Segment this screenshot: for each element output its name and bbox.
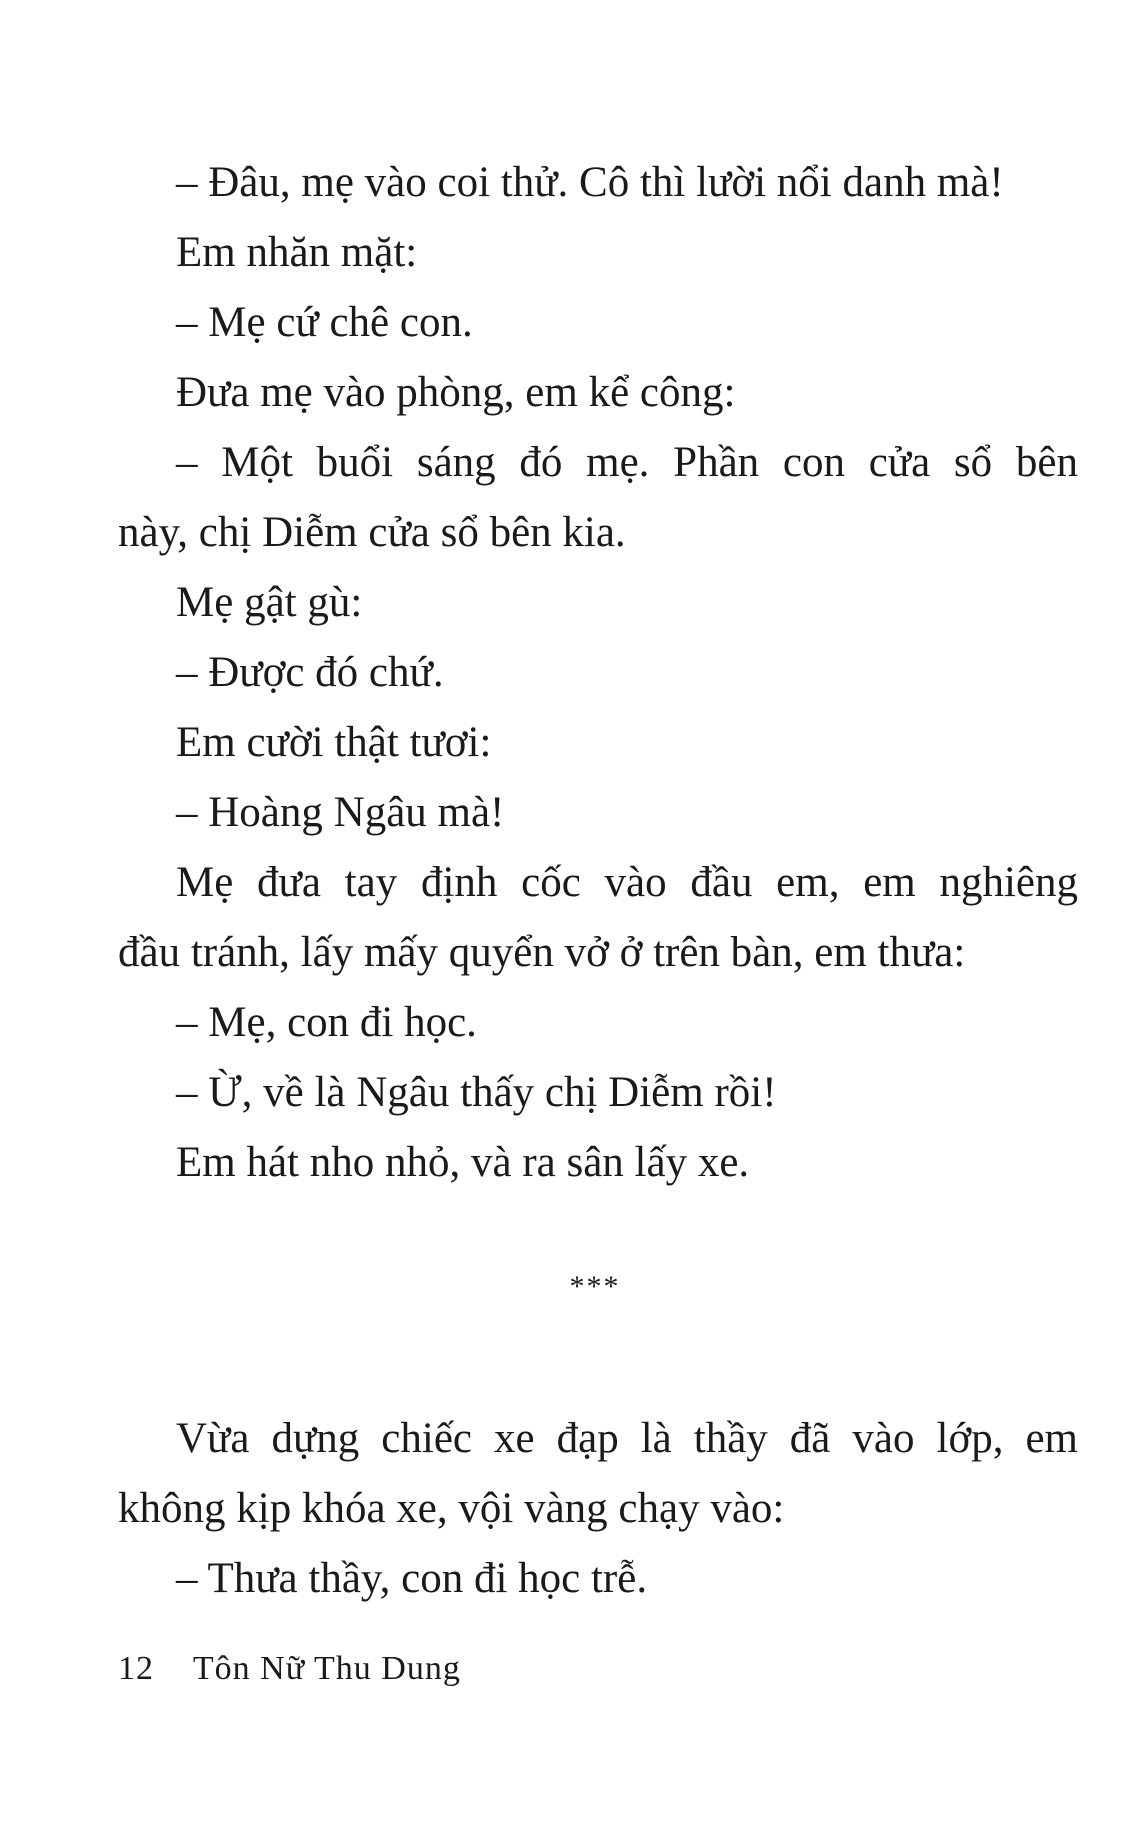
text-line: Đưa mẹ vào phòng, em kể công: — [176, 369, 736, 416]
page-footer — [118, 1650, 461, 1688]
text-line: – Đâu, mẹ vào coi thử. Cô thì lười nổi danh mà! — [176, 159, 1004, 206]
text-line: Vừa dựng chiếc xe đạp là thầy đã vào lớp, em — [176, 1415, 1078, 1462]
text-line: – Một buổi sáng đó mẹ. Phần con cửa sổ bên — [176, 439, 1078, 486]
text-line: – Thưa thầy, con đi học trễ. — [176, 1555, 648, 1602]
text-block-top — [118, 148, 1078, 1198]
text-line: – Hoàng Ngâu mà! — [176, 789, 505, 836]
text-line: Em hát nho nhỏ, và ra sân lấy xe. — [176, 1139, 750, 1186]
section-separator: *** — [569, 1270, 621, 1303]
text-block-bottom — [118, 1404, 1078, 1614]
text-line: – Được đó chứ. — [176, 649, 444, 696]
text-line: – Ừ, về là Ngâu thấy chị Diễm rồi! — [176, 1069, 777, 1116]
text-line: này, chị Diễm cửa sổ bên kia. — [118, 509, 626, 556]
text-line: – Mẹ, con đi học. — [176, 999, 477, 1046]
text-line: – Mẹ cứ chê con. — [176, 299, 473, 346]
text-line: không kịp khóa xe, vội vàng chạy vào: — [118, 1485, 785, 1532]
text-line: đầu tránh, lấy mấy quyển vở ở trên bàn, em thưa: — [118, 929, 966, 976]
text-line: Mẹ gật gù: — [176, 579, 363, 626]
page-number: 12 — [118, 1650, 154, 1687]
text-line: Em cười thật tươi: — [176, 719, 492, 766]
text-line: Em nhăn mặt: — [176, 229, 418, 276]
text-line: Mẹ đưa tay định cốc vào đầu em, em nghiêng — [176, 859, 1078, 906]
author-name: Tôn Nữ Thu Dung — [192, 1650, 461, 1687]
